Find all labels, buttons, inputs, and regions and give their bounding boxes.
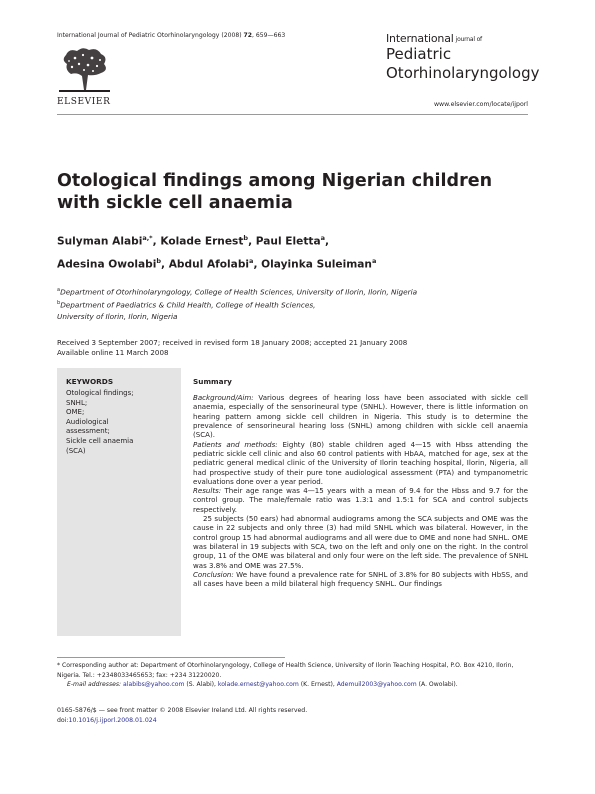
journal-title-line1	[386, 32, 482, 45]
author-separator: ,	[253, 258, 262, 271]
keyword-item: (SCA)	[66, 446, 86, 455]
affiliations	[57, 285, 527, 322]
author-separator: ,	[325, 235, 330, 248]
author-separator: ,	[248, 235, 256, 248]
author-name[interactable]: Adesina Owolabi	[57, 258, 157, 271]
header-divider	[57, 114, 528, 115]
received-dates: Received 3 September 2007; received in revised form 18 January 2008; accepted 21 January 2008	[57, 338, 408, 347]
author-affil-marker[interactable]: a	[249, 256, 254, 265]
affiliation-text: Department of Otorhinolaryngology, College of Health Sciences, University of Ilorin, Ilorin, Nigeria	[60, 287, 418, 297]
footnote-text: Corresponding author at: Department of Otorhinolaryngology, College of Health Science, University of Ilorin Teaching Hospital, P.O. Box 4210, Ilorin, Nigeria. Tel.: +2348033465653; fax: +234 31220020.	[57, 662, 514, 679]
abstract-body	[193, 393, 528, 589]
section-label: Patients and methods:	[193, 439, 278, 449]
author-affil-marker[interactable]: a	[320, 234, 326, 242]
author-affil-marker[interactable]: a,*	[142, 234, 153, 242]
keywords-heading: KEYWORDS	[66, 377, 114, 386]
journal-title-line2: Pediatric	[386, 45, 452, 63]
keyword-item: assessment;	[66, 427, 110, 436]
journal-citation	[57, 32, 285, 39]
abstract-conclusion	[193, 570, 528, 589]
article-title: Otological findings among Nigerian children with sickle cell anaemia	[57, 171, 493, 213]
abstract-background	[193, 393, 528, 440]
journal-website-link[interactable]: www.elsevier.com/locate/ijporl	[434, 101, 528, 108]
affiliation-a	[57, 285, 527, 298]
footnote-address	[57, 661, 528, 680]
affiliation-marker: a	[57, 287, 61, 293]
article-history	[57, 338, 527, 358]
journal-title-intl: International	[386, 32, 454, 45]
section-text: Eighty (80) stable children aged 4—15 with Hbss attending the pediatric sickle cell clinic and also 60 control patients with HbAA, matched for age, sex at the pediatric general medical clinic of the University of Ilorin teaching hospital, Ilorin, Nigeria, all had prospective study of their pure tone audiological assessment (PTA) and tympanometric evaluations done over a year period.	[193, 439, 528, 486]
online-date: Available online 11 March 2008	[57, 348, 169, 357]
copyright-line: 0165-5876/$ — see front matter © 2008 Elsevier Ireland Ltd. All rights reserved.	[57, 707, 308, 714]
section-label: Results:	[193, 486, 222, 496]
publisher-name: ELSEVIER	[57, 97, 111, 107]
doi-link[interactable]: 10.1016/j.ijporl.2008.01.024	[68, 716, 157, 724]
keyword-item: SNHL;	[66, 398, 88, 407]
affiliation-b	[57, 298, 527, 311]
abstract-methods	[193, 440, 528, 487]
affiliation-b-cont: University of Ilorin, Ilorin, Nigeria	[57, 311, 178, 321]
doi-line	[57, 716, 528, 726]
footnote-marker: *	[57, 662, 61, 669]
author-name[interactable]: Sulyman Alabi	[57, 235, 143, 248]
keyword-item: Audiological	[66, 417, 109, 426]
section-label: Background/Aim:	[193, 393, 254, 402]
keyword-item: Sickle cell anaemia	[66, 436, 134, 445]
footnote-divider	[57, 657, 285, 658]
summary-heading: Summary	[193, 377, 232, 386]
elsevier-tree-logo	[57, 46, 112, 104]
affiliation-text: Department of Paediatrics & Child Health, College of Health Sciences,	[60, 300, 316, 310]
copyright-block	[57, 706, 528, 725]
section-label: Conclusion:	[193, 569, 234, 579]
citation-prefix: International Journal of Pediatric Otorhinolaryngology (2008)	[57, 32, 244, 39]
email-owner: (S. Alabi),	[184, 681, 218, 689]
author-name[interactable]: Paul Eletta	[255, 235, 321, 248]
keyword-item: Otological findings;	[66, 389, 134, 397]
email-owner: (A. Owolabi).	[416, 681, 458, 689]
citation-volume: 72	[243, 32, 253, 39]
journal-title-of: journal of	[455, 35, 482, 43]
keywords-list	[66, 389, 174, 456]
author-name[interactable]: Kolade Ernest	[160, 235, 244, 248]
section-text: Various degrees of hearing loss have been associated with sickle cell anaemia, especially of the sensorineural type (SNHL). However, there is little information on hearing pattern among sickle cell children in Nigeria. This study is to determine the prevalence of sensorineural hearing loss (SNHL) among children with sickle cell anaemia (SCA).	[193, 393, 528, 440]
author-name[interactable]: Olayinka Suleiman	[261, 258, 372, 271]
doi-label: doi:	[57, 716, 69, 724]
author-affil-marker[interactable]: b	[156, 256, 162, 265]
email-owner: (K. Ernest),	[298, 681, 337, 689]
email-link[interactable]: kolade.ernest@yahoo.com	[217, 681, 299, 689]
citation-pages: , 659—663	[252, 32, 286, 39]
abstract-results	[193, 486, 528, 514]
section-text: Their age range was 4—15 years with a mean of 9.4 for the Hbss and 9.7 for the control group. The male/female ratio was 1.3:1 and 1.5:1 for SCA and control subjects respectively.	[193, 486, 528, 514]
footnote-emails	[57, 680, 528, 690]
author-affil-marker[interactable]: b	[243, 234, 249, 242]
section-text: We have found a prevalence rate for SNHL of 3.8% for 80 subjects with HbSS, and all cases have been a mild bilateral high frequency SNHL. Our findings	[193, 569, 528, 589]
author-list	[57, 229, 527, 274]
abstract-results-cont: 25 subjects (50 ears) had abnormal audiograms among the SCA subjects and OME was the cause in 22 subjects and only three (3) had mild SNHL which was bilateral. However, in the control group 15 had abnormal audiograms and all were due to OME and none had SNHL. OME was bilateral in 19 subjects with SCA, two on the left and only one on the right. In the control group, 11 of the OME was bilateral and only four were on the left side. The prevalence of SNHL was 3.8% and OME was 27.5%.	[193, 514, 528, 570]
author-separator: ,	[152, 235, 161, 248]
affiliation-marker: b	[57, 299, 61, 306]
author-separator: ,	[161, 258, 169, 271]
author-affil-marker[interactable]: a	[371, 256, 377, 265]
author-name[interactable]: Abdul Afolabi	[168, 258, 250, 271]
email-link[interactable]: Ademuil2003@yahoo.com	[336, 681, 417, 689]
email-link[interactable]: alabibs@yahoo.com	[123, 681, 185, 689]
corresponding-author-note	[57, 661, 528, 690]
keyword-item: OME;	[66, 408, 85, 417]
journal-title-line3: Otorhinolaryngology	[386, 64, 540, 82]
email-label: E-mail addresses:	[67, 681, 122, 689]
